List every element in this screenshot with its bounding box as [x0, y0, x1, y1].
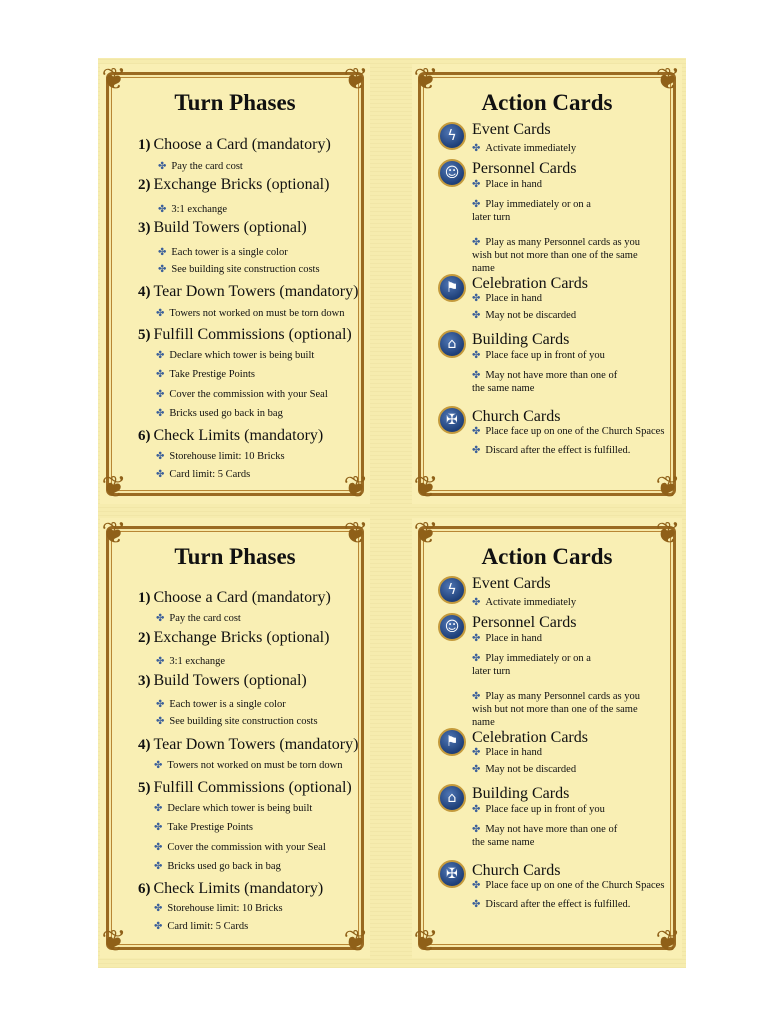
bullet-icon: ✤: [156, 469, 165, 480]
bullet-icon: ✤: [154, 903, 163, 914]
corner-ornament-icon: ❦: [655, 517, 681, 550]
corner-ornament-icon: ❦: [413, 925, 439, 958]
bullet-icon: ✤: [156, 308, 165, 319]
corner-ornament-icon: ❦: [655, 925, 681, 958]
bullet-icon: ✤: [158, 264, 167, 275]
bullet-icon: ✤: [154, 822, 163, 833]
phase-bullet: ✤ Take Prestige Points: [154, 822, 253, 833]
category-bullet: ✤ Discard after the effect is fulfilled.: [472, 445, 631, 456]
phase-bullet: ✤ Declare which tower is being built: [154, 803, 313, 814]
phase-item: 4) Tear Down Towers (mandatory): [138, 283, 359, 300]
phase-bullet: ✤ Each tower is a single color: [156, 699, 286, 710]
bullet-icon: ✤: [472, 143, 481, 154]
category-bullet: ✤ Place in hand: [472, 633, 542, 644]
bullet-icon: ✤: [472, 899, 481, 910]
turn-phases-card: [100, 518, 370, 958]
bullet-icon: ✤: [156, 350, 165, 361]
bullet-icon: ✤: [472, 370, 481, 381]
action-cards-card: [412, 64, 682, 504]
phase-bullet: ✤ Towers not worked on must be torn down: [156, 308, 345, 319]
bullet-icon: ✤: [472, 597, 481, 608]
category-title: Personnel Cards: [472, 160, 577, 177]
category-title: Building Cards: [472, 331, 570, 348]
category-bullet: ✤ May not have more than one of the same name: [472, 370, 618, 394]
phase-item: 2) Exchange Bricks (optional): [138, 629, 330, 646]
phase-item: 2) Exchange Bricks (optional): [138, 176, 330, 193]
bullet-icon: ✤: [472, 633, 481, 644]
phase-bullet: ✤ Towers not worked on must be torn down: [154, 760, 343, 771]
phase-bullet: ✤ Declare which tower is being built: [156, 350, 315, 361]
category-bullet: ✤ Place face up on one of the Church Spaces: [472, 426, 665, 437]
category-title: Event Cards: [472, 121, 551, 138]
category-bullet: ✤ Discard after the effect is fulfilled.: [472, 899, 631, 910]
bullet-icon: ✤: [472, 293, 481, 304]
phase-bullet: ✤ 3:1 exchange: [156, 656, 226, 667]
bullet-icon: ✤: [472, 350, 481, 361]
category-title: Building Cards: [472, 785, 570, 802]
corner-ornament-icon: ❦: [343, 925, 369, 958]
corner-ornament-icon: ❦: [343, 471, 369, 504]
phase-bullet: ✤ Card limit: 5 Cards: [156, 469, 251, 480]
corner-ornament-icon: ❦: [101, 471, 127, 504]
bullet-icon: ✤: [154, 921, 163, 932]
card-title: Turn Phases: [174, 90, 296, 115]
phase-bullet: ✤ Storehouse limit: 10 Bricks: [156, 451, 285, 462]
corner-ornament-icon: ❦: [655, 63, 681, 96]
corner-ornament-icon: ❦: [413, 471, 439, 504]
phase-bullet: ✤ See building site construction costs: [156, 716, 318, 727]
category-bullet: ✤ Place in hand: [472, 747, 542, 758]
corner-ornament-icon: ❦: [101, 517, 127, 550]
church-icon: ✠: [438, 406, 466, 434]
bullet-icon: ✤: [156, 451, 165, 462]
phase-bullet: ✤ See building site construction costs: [158, 264, 320, 275]
bullet-icon: ✤: [154, 842, 163, 853]
bullet-icon: ✤: [158, 247, 167, 258]
category-bullet: ✤ Play immediately or on a later turn: [472, 199, 591, 223]
bullet-icon: ✤: [472, 653, 481, 664]
bullet-icon: ✤: [158, 204, 167, 215]
category-bullet: ✤ Place face up on one of the Church Spaces: [472, 880, 665, 891]
card-title: Turn Phases: [174, 544, 296, 569]
lightning-icon: ϟ: [438, 576, 466, 604]
corner-ornament-icon: ❦: [101, 925, 127, 958]
category-bullet: ✤ Play as many Personnel cards as you wish but not more than one of the same name: [472, 237, 640, 274]
bullet-icon: ✤: [156, 408, 165, 419]
bullet-icon: ✤: [156, 369, 165, 380]
bullet-icon: ✤: [472, 824, 481, 835]
phase-bullet: ✤ Cover the commission with your Seal: [154, 842, 326, 853]
category-title: Church Cards: [472, 862, 561, 879]
flag-icon: ⚑: [438, 274, 466, 302]
bullet-icon: ✤: [156, 613, 165, 624]
category-bullet: ✤ May not be discarded: [472, 310, 577, 321]
bullet-icon: ✤: [158, 161, 167, 172]
category-title: Celebration Cards: [472, 729, 588, 746]
action-cards-card: [412, 518, 682, 958]
phase-bullet: ✤ Pay the card cost: [158, 161, 243, 172]
corner-ornament-icon: ❦: [343, 517, 369, 550]
bullet-icon: ✤: [156, 656, 165, 667]
bullet-icon: ✤: [156, 699, 165, 710]
category-bullet: ✤ Activate immediately: [472, 143, 577, 154]
bullet-icon: ✤: [472, 445, 481, 456]
category-title: Celebration Cards: [472, 275, 588, 292]
phase-bullet: ✤ Cover the commission with your Seal: [156, 389, 328, 400]
phase-bullet: ✤ Storehouse limit: 10 Bricks: [154, 903, 283, 914]
print-sheet: [98, 58, 686, 968]
phase-bullet: ✤ 3:1 exchange: [158, 204, 228, 215]
category-bullet: ✤ Place in hand: [472, 293, 542, 304]
building-icon: ⌂: [438, 784, 466, 812]
lightning-icon: ϟ: [438, 122, 466, 150]
category-bullet: ✤ Activate immediately: [472, 597, 577, 608]
corner-ornament-icon: ❦: [101, 63, 127, 96]
phase-bullet: ✤ Each tower is a single color: [158, 247, 288, 258]
bullet-icon: ✤: [472, 804, 481, 815]
category-title: Event Cards: [472, 575, 551, 592]
bullet-icon: ✤: [156, 716, 165, 727]
corner-ornament-icon: ❦: [413, 63, 439, 96]
phase-item: 3) Build Towers (optional): [138, 672, 307, 689]
phase-item: 5) Fulfill Commissions (optional): [138, 779, 352, 796]
phase-bullet: ✤ Pay the card cost: [156, 613, 241, 624]
phase-item: 1) Choose a Card (mandatory): [138, 136, 331, 153]
bullet-icon: ✤: [472, 199, 481, 210]
category-bullet: ✤ Place in hand: [472, 179, 542, 190]
corner-ornament-icon: ❦: [413, 517, 439, 550]
bullet-icon: ✤: [472, 764, 481, 775]
corner-ornament-icon: ❦: [343, 63, 369, 96]
church-icon: ✠: [438, 860, 466, 888]
category-bullet: ✤ Place face up in front of you: [472, 350, 605, 361]
flag-icon: ⚑: [438, 728, 466, 756]
phase-item: 5) Fulfill Commissions (optional): [138, 326, 352, 343]
phase-bullet: ✤ Bricks used go back in bag: [156, 408, 283, 419]
phase-item: 3) Build Towers (optional): [138, 219, 307, 236]
phase-item: 4) Tear Down Towers (mandatory): [138, 736, 359, 753]
bullet-icon: ✤: [472, 880, 481, 891]
category-title: Church Cards: [472, 408, 561, 425]
bullet-icon: ✤: [472, 426, 481, 437]
bullet-icon: ✤: [472, 747, 481, 758]
category-bullet: ✤ Place face up in front of you: [472, 804, 605, 815]
building-icon: ⌂: [438, 330, 466, 358]
bullet-icon: ✤: [472, 691, 481, 702]
phase-bullet: ✤ Take Prestige Points: [156, 369, 255, 380]
bullet-icon: ✤: [472, 237, 481, 248]
person-icon: ☺: [438, 159, 466, 187]
category-bullet: ✤ Play immediately or on a later turn: [472, 653, 591, 677]
bullet-icon: ✤: [154, 861, 163, 872]
turn-phases-card: [100, 64, 370, 504]
phase-bullet: ✤ Bricks used go back in bag: [154, 861, 281, 872]
category-bullet: ✤ May not have more than one of the same name: [472, 824, 618, 848]
category-bullet: ✤ Play as many Personnel cards as you wish but not more than one of the same name: [472, 691, 640, 728]
phase-item: 1) Choose a Card (mandatory): [138, 589, 331, 606]
category-title: Personnel Cards: [472, 614, 577, 631]
person-icon: ☺: [438, 613, 466, 641]
bullet-icon: ✤: [154, 760, 163, 771]
category-bullet: ✤ May not be discarded: [472, 764, 577, 775]
bullet-icon: ✤: [156, 389, 165, 400]
bullet-icon: ✤: [472, 310, 481, 321]
bullet-icon: ✤: [154, 803, 163, 814]
phase-item: 6) Check Limits (mandatory): [138, 427, 324, 444]
card-title: Action Cards: [481, 544, 613, 569]
corner-ornament-icon: ❦: [655, 471, 681, 504]
bullet-icon: ✤: [472, 179, 481, 190]
phase-bullet: ✤ Card limit: 5 Cards: [154, 921, 249, 932]
card-title: Action Cards: [481, 90, 613, 115]
phase-item: 6) Check Limits (mandatory): [138, 880, 324, 897]
